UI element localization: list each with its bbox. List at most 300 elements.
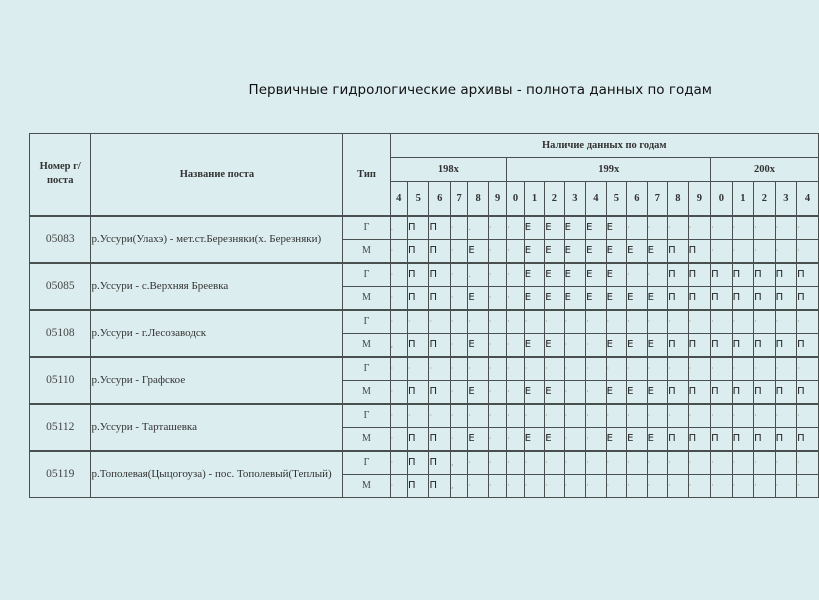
year-cell: П [688,239,711,263]
year-cell: · [488,216,506,240]
year-cell: · [507,451,524,475]
record-type: Г [343,404,390,428]
year-cell: · [390,310,407,334]
year-cell: · [586,310,606,334]
year-cell: · [711,216,733,240]
year-cell: · [732,357,754,381]
year-cell: Е [524,263,544,287]
header-year: 6 [429,182,451,216]
header-year: 5 [606,182,626,216]
year-cell: · [564,310,586,334]
year-cell: Е [564,239,586,263]
year-cell: · [524,357,544,381]
year-cell: · [797,474,819,497]
year-cell: · [564,451,586,475]
year-cell: Е [627,239,647,263]
header-type: Тип [343,134,390,216]
year-cell: Е [564,286,586,310]
header-year: 8 [668,182,688,216]
table-row [30,404,819,428]
station-name: р.Тополевая(Цыцогоуза) - пос. Тополевый(Теплый) [91,451,343,498]
year-cell: · [711,451,733,475]
year-cell: Е [627,286,647,310]
header-year: 3 [564,182,586,216]
year-cell: · [488,404,506,428]
year-cell: П [688,427,711,451]
year-cell: Е [545,216,564,240]
year-cell: · [586,427,606,451]
year-cell: Е [647,286,667,310]
year-cell: П [711,333,733,357]
year-cell: · [564,404,586,428]
year-cell: · [468,310,488,334]
year-cell: , [390,333,407,357]
record-type: Г [343,451,390,475]
year-cell: П [797,286,819,310]
record-type: М [343,286,390,310]
year-cell: Е [606,380,626,404]
year-cell: · [586,333,606,357]
year-cell: · [450,357,467,381]
station-name: р.Уссури - Тарташевка [91,404,343,451]
year-cell: · [668,357,688,381]
year-cell: · [545,357,564,381]
year-cell: Е [586,239,606,263]
year-cell: · [688,357,711,381]
year-cell: П [732,263,754,287]
year-cell: · [545,404,564,428]
header-availability: Наличие данных по годам [390,134,818,158]
year-cell: · [688,404,711,428]
year-cell: · [754,404,776,428]
year-cell: · [468,474,488,497]
year-cell: П [797,427,819,451]
year-cell: · [627,404,647,428]
year-cell: · [507,333,524,357]
record-type: Г [343,310,390,334]
year-cell: · [488,286,506,310]
year-cell: · [775,357,797,381]
year-cell: П [407,380,429,404]
year-cell: · [507,239,524,263]
year-cell: · [564,333,586,357]
year-cell: · [732,404,754,428]
header-year: 0 [711,182,733,216]
year-cell: · [564,357,586,381]
year-cell: · [450,310,467,334]
year-cell: · [627,357,647,381]
year-cell: · [586,404,606,428]
year-cell: П [797,380,819,404]
year-cell: · [775,310,797,334]
year-cell: П [407,286,429,310]
header-year: 1 [524,182,544,216]
station-number: 05108 [30,310,91,357]
year-cell: · [507,427,524,451]
year-cell: · [688,216,711,240]
year-cell: П [407,239,429,263]
year-cell: · [450,216,467,240]
year-cell: · [732,216,754,240]
year-cell: · [647,310,667,334]
year-cell: Е [627,380,647,404]
year-cell: П [797,263,819,287]
year-cell: Е [564,216,586,240]
year-cell: · [627,451,647,475]
year-cell: , [450,451,467,475]
year-cell: П [429,427,451,451]
header-year: 4 [586,182,606,216]
year-cell: П [429,216,451,240]
year-cell: Е [586,216,606,240]
year-cell: · [507,310,524,334]
year-cell: П [688,263,711,287]
year-cell: · [586,451,606,475]
year-cell: · [407,357,429,381]
year-cell: · [732,474,754,497]
year-cell: · [450,380,467,404]
station-name: р.Уссури(Улахэ) - мет.ст.Березняки(х. Березняки) [91,216,343,263]
year-cell: Е [545,286,564,310]
year-cell: · [488,451,506,475]
year-cell: П [711,286,733,310]
year-cell: П [754,427,776,451]
year-cell: П [429,286,451,310]
year-cell: · [775,451,797,475]
year-cell: · [488,263,506,287]
year-cell: · [688,474,711,497]
year-cell: · [647,216,667,240]
header-year: 2 [754,182,776,216]
year-cell: · [507,216,524,240]
table-row [30,357,819,381]
station-number: 05085 [30,263,91,310]
year-cell: Е [545,380,564,404]
year-cell: П [668,333,688,357]
year-cell: · [668,474,688,497]
year-cell: · [711,357,733,381]
year-cell: Е [606,216,626,240]
header-year: 5 [407,182,429,216]
table-row [30,216,819,240]
year-cell: · [507,474,524,497]
table-row [30,263,819,287]
year-cell: · [390,451,407,475]
year-cell: П [407,474,429,497]
year-cell: П [668,427,688,451]
year-cell: · [488,357,506,381]
year-cell: · [488,239,506,263]
year-cell: · [754,310,776,334]
header-year: 3 [775,182,797,216]
header-year: 9 [488,182,506,216]
year-cell: П [429,474,451,497]
station-name: р.Уссури - г.Лесозаводск [91,310,343,357]
year-cell: П [711,427,733,451]
record-type: М [343,239,390,263]
year-cell: П [429,263,451,287]
year-cell: · [507,380,524,404]
header-decade: 198x [390,158,507,182]
year-cell: · [775,474,797,497]
year-cell: Е [606,263,626,287]
year-cell: П [775,286,797,310]
year-cell: П [429,451,451,475]
record-type: М [343,474,390,497]
year-cell: · [468,451,488,475]
year-cell: П [775,333,797,357]
year-cell: П [668,286,688,310]
year-cell: Е [647,239,667,263]
year-cell: П [754,380,776,404]
year-cell: · [429,310,451,334]
year-cell: П [407,427,429,451]
year-cell: · [647,404,667,428]
year-cell: · [450,427,467,451]
year-cell: · [524,474,544,497]
year-cell: · [450,404,467,428]
year-cell: П [429,333,451,357]
year-cell: П [688,380,711,404]
year-cell: · [586,380,606,404]
year-cell: Е [524,380,544,404]
year-cell: П [775,427,797,451]
year-cell: . [390,216,407,240]
year-cell: Е [468,333,488,357]
year-cell: · [732,239,754,263]
year-cell: · [668,404,688,428]
year-cell: · [390,474,407,497]
year-cell: · [429,357,451,381]
year-cell: · [711,310,733,334]
year-cell: П [797,333,819,357]
header-year: 6 [627,182,647,216]
year-cell: П [711,263,733,287]
year-cell: Е [647,427,667,451]
year-cell: · [606,451,626,475]
year-cell: П [754,286,776,310]
year-cell: · [390,404,407,428]
header-year: 7 [647,182,667,216]
record-type: М [343,333,390,357]
station-name: р.Уссури - с.Верхняя Бреевка [91,263,343,310]
year-cell: · [711,474,733,497]
record-type: М [343,380,390,404]
year-cell: · [775,239,797,263]
year-cell: Е [524,333,544,357]
year-cell: · [450,239,467,263]
year-cell: Е [524,286,544,310]
year-cell: · [797,451,819,475]
year-cell: · [488,333,506,357]
year-cell: · [775,404,797,428]
year-cell: · [688,310,711,334]
year-cell: · [627,310,647,334]
header-year: 9 [688,182,711,216]
year-cell: Е [468,427,488,451]
year-cell: Е [545,239,564,263]
year-cell: Е [545,263,564,287]
year-cell: · [390,239,407,263]
year-cell: · [507,357,524,381]
year-cell: · [390,286,407,310]
year-cell: · [711,404,733,428]
year-cell: П [688,286,711,310]
record-type: М [343,427,390,451]
year-cell: · [488,310,506,334]
year-cell: Е [524,239,544,263]
year-cell: П [407,263,429,287]
year-cell: · [507,263,524,287]
year-cell: · [754,239,776,263]
year-cell: Е [606,286,626,310]
year-cell: П [711,380,733,404]
header-decade: 199x [507,158,711,182]
year-cell: · [732,451,754,475]
year-cell: · [606,474,626,497]
year-cell: , [450,474,467,497]
year-cell: · [468,357,488,381]
year-cell: · [797,239,819,263]
year-cell: · [450,263,467,287]
year-cell: · [627,216,647,240]
year-cell: · [524,451,544,475]
year-cell: · [606,404,626,428]
year-cell: · [545,451,564,475]
year-cell: . [468,263,488,287]
year-cell: П [754,333,776,357]
year-cell: · [545,474,564,497]
year-cell: П [668,239,688,263]
year-cell: Е [545,333,564,357]
year-cell: · [606,357,626,381]
year-cell: Е [468,286,488,310]
year-cell: · [775,216,797,240]
year-cell: · [647,357,667,381]
year-cell: Е [627,427,647,451]
year-cell: · [797,404,819,428]
year-cell: · [390,357,407,381]
table-row [30,451,819,475]
table-row [30,310,819,334]
station-number: 05112 [30,404,91,451]
year-cell: П [429,380,451,404]
year-cell: Е [647,333,667,357]
record-type: Г [343,216,390,240]
station-number: 05119 [30,451,91,498]
year-cell: Е [524,216,544,240]
year-cell: П [429,239,451,263]
year-cell: · [711,239,733,263]
record-type: Г [343,357,390,381]
year-cell: . [468,216,488,240]
year-cell: · [524,404,544,428]
year-cell: · [668,451,688,475]
year-cell: · [797,216,819,240]
station-number: 05083 [30,216,91,263]
header-year: 7 [450,182,467,216]
year-cell: · [647,263,667,287]
year-cell: · [732,310,754,334]
year-cell: Е [606,427,626,451]
header-year: 4 [797,182,819,216]
year-cell: · [754,474,776,497]
year-cell: · [627,263,647,287]
year-cell: Е [627,333,647,357]
year-cell: · [797,357,819,381]
record-type: Г [343,263,390,287]
year-cell: · [450,286,467,310]
year-cell: · [488,380,506,404]
year-cell: · [647,451,667,475]
year-cell: П [754,263,776,287]
header-year: 2 [545,182,564,216]
year-cell: · [586,357,606,381]
year-cell: Е [468,380,488,404]
year-cell: · [668,310,688,334]
year-cell: · [627,474,647,497]
year-cell: · [507,286,524,310]
year-cell: · [668,216,688,240]
year-cell: · [647,474,667,497]
year-cell: П [688,333,711,357]
year-cell: П [732,427,754,451]
year-cell: · [507,404,524,428]
station-number: 05110 [30,357,91,404]
year-cell: Е [524,427,544,451]
year-cell: П [732,286,754,310]
year-cell: · [390,380,407,404]
year-cell: · [754,357,776,381]
year-cell: П [732,333,754,357]
year-cell: · [545,310,564,334]
year-cell: П [668,263,688,287]
header-year: 1 [732,182,754,216]
year-cell: · [390,427,407,451]
data-availability-table [29,133,819,498]
year-cell: П [407,451,429,475]
year-cell: · [407,404,429,428]
year-cell: · [488,474,506,497]
year-cell: · [407,310,429,334]
year-cell: · [429,404,451,428]
year-cell: · [390,263,407,287]
year-cell: · [754,216,776,240]
year-cell: П [407,333,429,357]
year-cell: · [797,310,819,334]
header-number: Номер г/поста [30,134,91,216]
year-cell: П [732,380,754,404]
year-cell: Е [586,286,606,310]
year-cell: Е [468,239,488,263]
year-cell: П [407,216,429,240]
year-cell: Е [545,427,564,451]
year-cell: · [586,474,606,497]
year-cell: · [754,451,776,475]
header-year: 4 [390,182,407,216]
header-year: 0 [507,182,524,216]
year-cell: · [564,380,586,404]
header-name: Название поста [91,134,343,216]
year-cell: Е [564,263,586,287]
year-cell: П [775,380,797,404]
year-cell: · [564,474,586,497]
year-cell: · [488,427,506,451]
year-cell: · [524,310,544,334]
year-cell: · [468,404,488,428]
year-cell: Е [606,333,626,357]
header-year: 8 [468,182,488,216]
